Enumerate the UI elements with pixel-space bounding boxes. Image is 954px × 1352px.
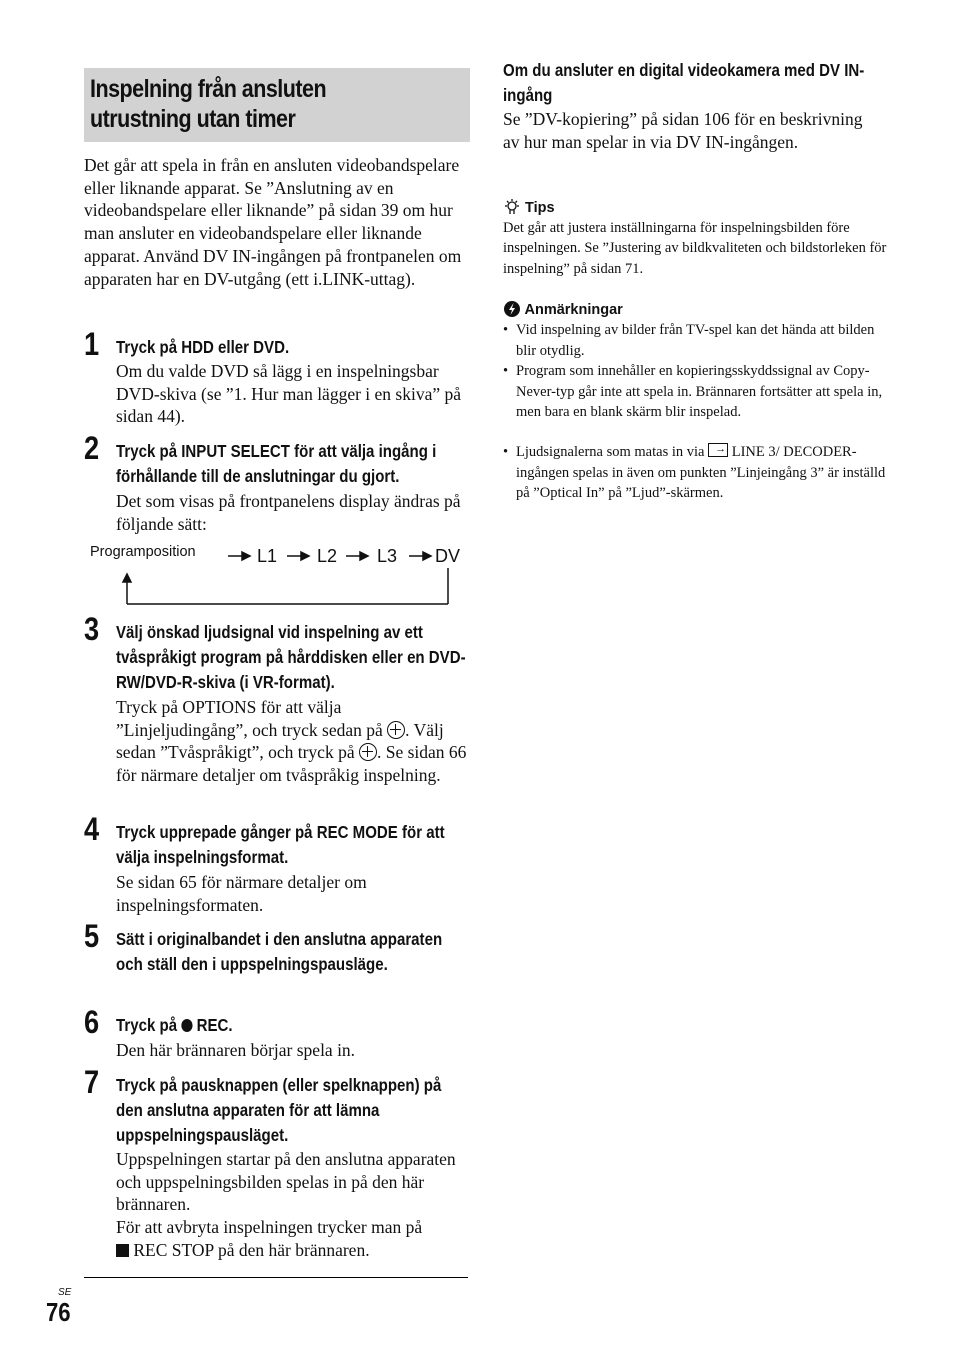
- enter-button-icon: [359, 743, 377, 761]
- page-language: SE: [58, 1287, 72, 1298]
- note-text-part: Ljudsignalerna som matas in via: [516, 444, 705, 460]
- record-dot-icon: [181, 1019, 192, 1032]
- step-heading-part: REC.: [196, 1015, 233, 1035]
- step-body-line: [116, 1216, 472, 1239]
- step-heading: Tryck på HDD eller DVD.: [116, 337, 290, 357]
- stop-square-icon: [116, 1244, 129, 1257]
- input-cycle-diagram: [84, 540, 474, 610]
- step-body-part: Se sidan 66 för närmare detaljer om tvåspråkig inspelning.: [116, 742, 467, 786]
- step-heading: Tryck på pausknappen (eller spelknappen) på den anslutna apparaten för att lämna uppspelningspausläget.: [116, 1075, 442, 1145]
- step-body: Se sidan 65 för närmare detaljer om inspelningsformaten.: [116, 872, 367, 915]
- step-number: 6: [84, 1004, 100, 1040]
- section-title-line1: Inspelning från ansluten: [90, 75, 327, 103]
- step-body-part: Välj sedan ”Tvåspråkigt”, och tryck på: [116, 719, 444, 763]
- note-item: • Ljudsignalerna som matas in via → LINE 3/ DECODER-ingången spelas in även om punkten ”Linjeingång 3” är inställd på ”Optical In” på ”Ljud”-skärmen.: [503, 442, 889, 526]
- step-number: 7: [84, 1064, 100, 1100]
- note-text: Program som innehåller en kopieringsskyddssignal av Copy-Never-typ går inte att spela in. Brännaren fortsätter att spela in, men bara en blank skärm blir inspelad.: [516, 363, 883, 421]
- diagram-item-l1: L1: [257, 546, 278, 566]
- note-warning-icon: [503, 300, 521, 318]
- note-item: • Program som innehåller en kopieringsskyddssignal av Copy-Never-typ går inte att spela in. Brännaren fortsätter att spela in, men bara en blank skärm blir inspelad.: [503, 361, 889, 445]
- step-body-part: För att avbryta inspelningen trycker man på: [116, 1217, 423, 1238]
- tips-label: Tips: [525, 200, 555, 216]
- diagram-item-l2: L2: [317, 546, 338, 566]
- page-number: 76: [46, 1297, 71, 1327]
- step-heading: Välj önskad ljudsignal vid inspelning av ett tvåspråkigt program på hårddisken eller en DVD-RW/DVD-R-skiva (i VR-format).: [116, 622, 466, 692]
- diagram-item-dv: DV: [435, 546, 461, 566]
- step-body-part: Tryck på OPTIONS för att välja ”Linjeljudingång”, och tryck sedan på: [116, 697, 383, 740]
- step-heading: Tryck upprepade gånger på REC MODE för att välja inspelningsformat.: [116, 822, 445, 867]
- step-body-part: Uppspelningen startar på den anslutna apparaten och uppspelningsbilden spelas in på den här brännaren.: [116, 1149, 456, 1215]
- diagram-arrows: [84, 540, 474, 610]
- step-number: 5: [84, 918, 100, 954]
- step-heading-part: Tryck på: [116, 1015, 178, 1035]
- step-body-line: [116, 1239, 472, 1262]
- step-body: Tryck på OPTIONS för att välja ”Linjeljudingång”, och tryck sedan på . Välj sedan ”Tvåspråkigt”, och tryck på . Se sidan 66 för närmare detaljer om tvåspråkig inspelning.: [116, 697, 467, 786]
- section-title-line2: utrustning utan timer: [90, 105, 296, 133]
- enter-button-icon: [387, 721, 405, 739]
- step-number: 4: [84, 811, 100, 847]
- diagram-start-label: Programposition: [90, 544, 196, 560]
- step-number: 1: [84, 326, 100, 362]
- tips-heading: [503, 198, 555, 217]
- note-text: [516, 442, 889, 504]
- step-body-part: REC STOP på den här brännaren.: [133, 1239, 370, 1260]
- notes-label: Anmärkningar: [524, 302, 623, 318]
- step-body: Den här brännaren börjar spela in.: [116, 1040, 356, 1060]
- lightbulb-icon: [503, 198, 521, 216]
- step-heading: Sätt i originalbandet i den anslutna apparaten och ställ den i uppspelningspausläge.: [116, 929, 443, 974]
- input-jack-icon: →: [708, 443, 728, 457]
- section-title: [90, 74, 326, 134]
- dv-camera-body: Se ”DV-kopiering” på sidan 106 för en beskrivning av hur man spelar in via DV IN-ingången.: [503, 109, 863, 152]
- intro-paragraph: Det går att spela in från en ansluten videobandspelare eller liknande apparat. Se ”Anslutning av en videobandspelare eller liknande” på sidan 39 om hur man ansluter en videobandspelare eller liknande apparat. Använd DV IN-ingången på frontpanelen om apparaten har en DV-utgång (ett i.LINK-uttag).: [84, 155, 462, 289]
- step-body: [116, 1148, 472, 1262]
- step-body: Det som visas på frontpanelens display ändras på följande sätt:: [116, 491, 461, 534]
- note-text-part: LINE 3/ DECODER-ingången spelas in även om punkten ”Linjeingång 3” är inställd på ”Optical In” på ”Ljud”-skärmen.: [516, 444, 886, 502]
- dv-camera-heading: Om du ansluter en digital videokamera med DV IN-ingång: [503, 60, 865, 105]
- step-body: Om du valde DVD så lägg i en inspelningsbar DVD-skiva (se ”1. Hur man lägger i en skiva” på sidan 44).: [116, 361, 462, 427]
- step-number: 2: [84, 430, 100, 466]
- footer-rule: [84, 1277, 468, 1278]
- step-heading: Tryck på INPUT SELECT för att välja ingång i förhållande till de anslutningar du gjort.: [116, 441, 437, 486]
- diagram-item-l3: L3: [377, 546, 398, 566]
- tips-body: Det går att justera inställningarna för inspelningsbilden före inspelningen. Se ”Justering av bildkvaliteten och bildstorleken för inspelning” på sidan 71.: [503, 220, 887, 277]
- notes-heading: [503, 300, 623, 319]
- note-item: • Vid inspelning av bilder från TV-spel kan det hända att bilden blir otydlig.: [503, 320, 889, 362]
- step-heading: [116, 1013, 469, 1038]
- note-text: Vid inspelning av bilder från TV-spel kan det hända att bilden blir otydlig.: [516, 322, 875, 359]
- step-number: 3: [84, 611, 100, 647]
- section-title-box: [84, 68, 470, 142]
